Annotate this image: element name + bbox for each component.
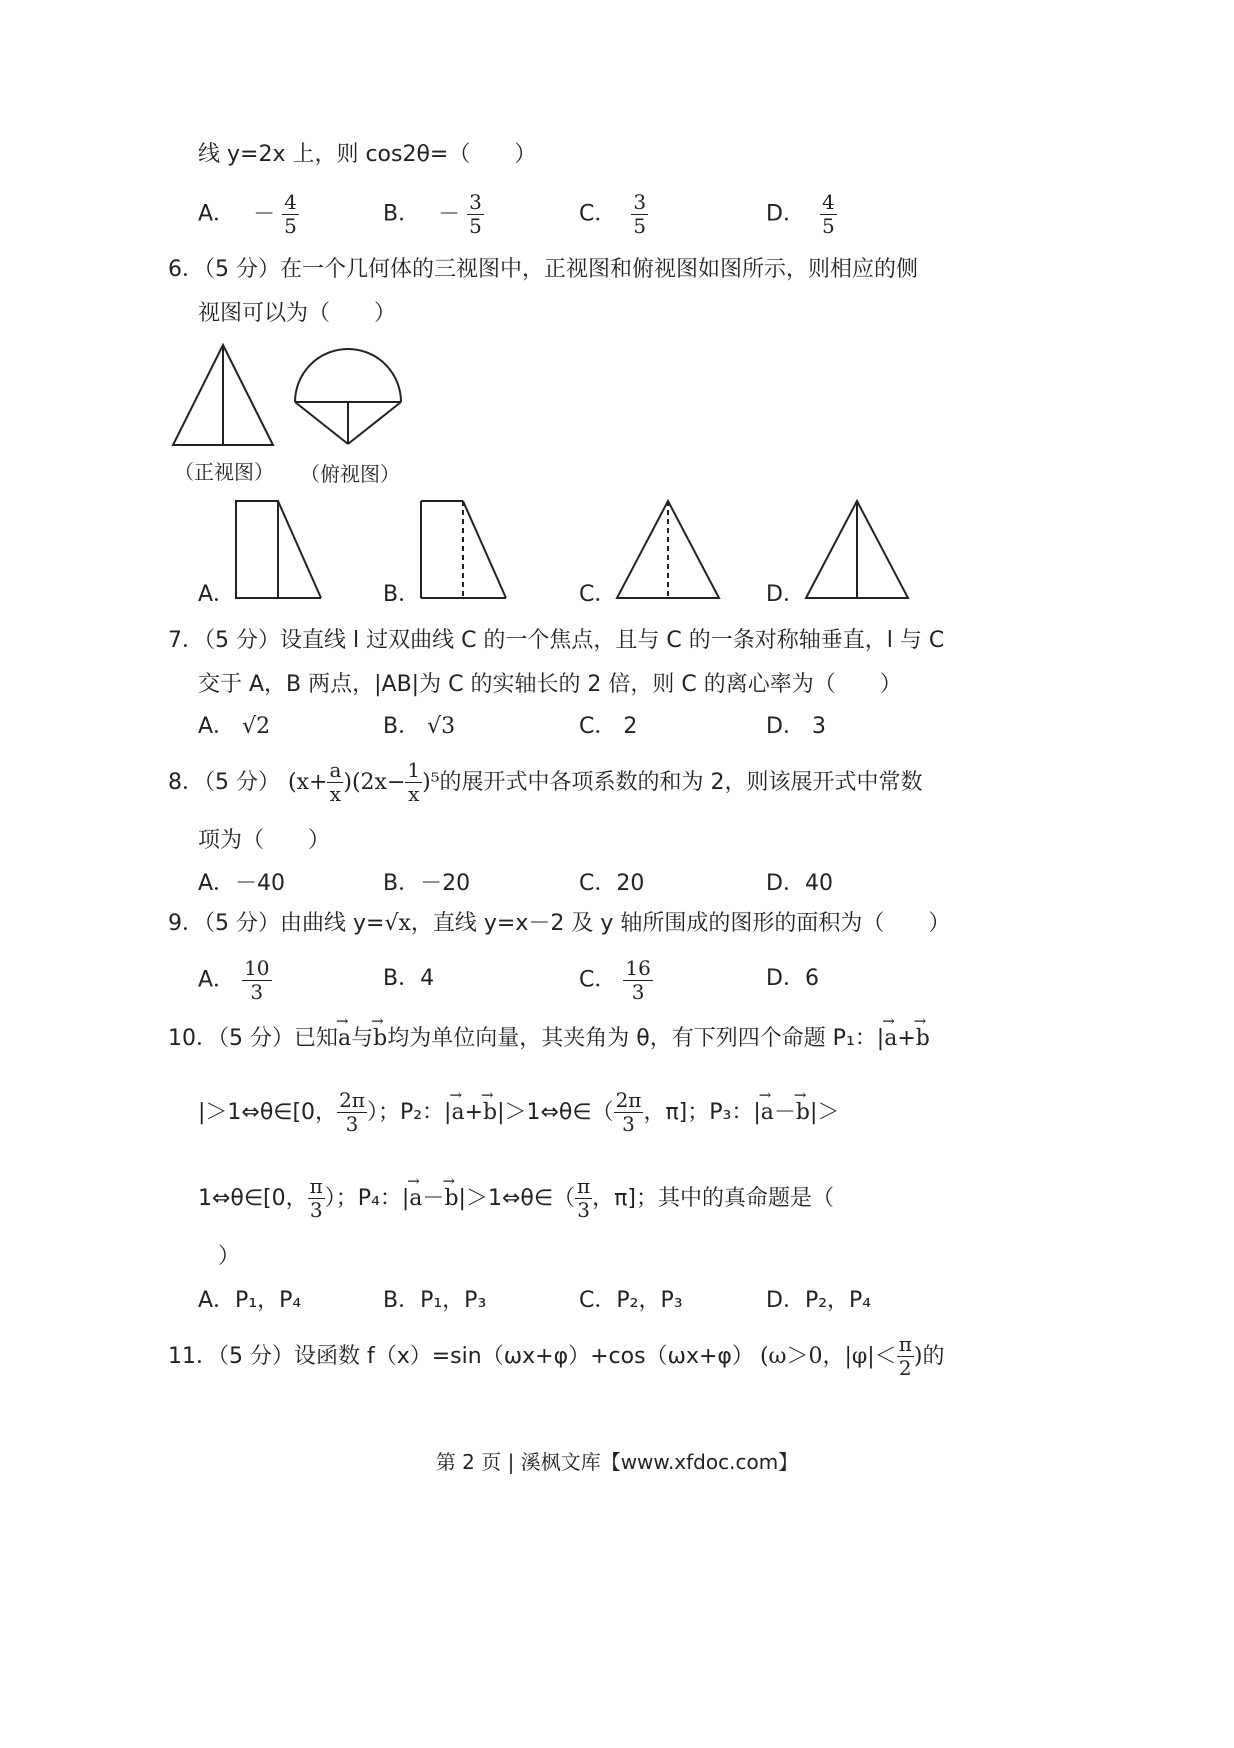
q10-stem-line2: |＞1⇔θ∈[0， $\frac{2\pi}{3}$ ）；P₂：| → a + → b |＞1⇔θ∈（ $\frac{2\pi}{3}$ ，π]；P₃：| → a － → b |＞ — [198, 1090, 839, 1135]
q7-stem-line2: 交于 A，B 两点，|AB|为 C 的实轴长的 2 倍，则 C 的离心率为（ ） — [198, 672, 902, 697]
q10-option-d: D．P₂，P₄ — [766, 1288, 872, 1313]
q10-option-a: A．P₁，P₄ — [198, 1288, 302, 1313]
q11-stem-line1: 11．（5 分）设函数 f（x）=sin（ωx+φ）+cos（ωx+φ） (ω＞0，|φ|＜ $\frac{\pi}{2}$ ) 的 — [168, 1332, 945, 1380]
q6-option-b-label: B． — [383, 582, 421, 607]
q9-option-c: C． $\frac{16}{3}$ — [579, 956, 651, 1004]
q7-option-b: B． √3 — [383, 714, 456, 739]
q5-option-c: C． $\frac{3}{5}$ — [579, 190, 647, 238]
q5-option-a: A． － $\frac{4}{5}$ — [198, 190, 297, 238]
q9-option-d: D．6 — [766, 966, 819, 991]
q8-option-d: D．40 — [766, 871, 833, 896]
top-view-caption: （俯视图） — [300, 462, 400, 486]
q6-option-b-figure — [418, 498, 510, 602]
front-view-caption: （正视图） — [174, 460, 274, 484]
q9-option-b: B．4 — [383, 966, 435, 991]
q6-stem-line1: 6．（5 分）在一个几何体的三视图中，正视图和俯视图如图所示，则相应的侧 — [168, 257, 918, 282]
q10-stem-line1: 10．（5 分）已知→ a与→ b均为单位向量，其夹角为 θ，有下列四个命题 P₁：|→ a+→ b — [168, 1028, 930, 1050]
q8-stem-line2: 项为（ ） — [198, 828, 331, 853]
q6-option-a-figure — [233, 498, 325, 602]
q6-option-d-label: D． — [766, 582, 805, 607]
q7-option-a: A． √2 — [198, 714, 271, 739]
q5-option-b: B． － $\frac{3}{5}$ — [383, 190, 482, 238]
q10-option-c: C．P₂，P₃ — [579, 1288, 683, 1313]
front-view-figure — [168, 340, 283, 452]
q9-option-a: A． $\frac{10}{3}$ — [198, 956, 270, 1004]
q10-stem-line4: ） — [218, 1244, 241, 1269]
page-footer: 第 2 页 | 溪枫文库【www.xfdoc.com】 — [435, 1450, 799, 1474]
q7-option-c: C． 2 — [579, 714, 638, 739]
q6-option-c-label: C． — [579, 582, 617, 607]
q7-stem-line1: 7．（5 分）设直线 l 过双曲线 C 的一个焦点，且与 C 的一条对称轴垂直，l 与 C — [168, 628, 945, 653]
top-view-figure — [290, 342, 406, 448]
q6-stem-line2: 视图可以为（ ） — [198, 301, 397, 326]
q8-option-c: C．20 — [579, 871, 645, 896]
q10-stem-line3: 1⇔θ∈[0， $\frac{\pi}{3}$ ）；P₄：| → a － → b |＞1⇔θ∈（ $\frac{\pi}{3}$ ，π]；其中的真命题是（ — [198, 1176, 834, 1221]
q9-stem: 9．（5 分）由曲线 y=√x，直线 y=x－2 及 y 轴所围成的图形的面积为（ ） — [168, 911, 951, 936]
q8-stem-line1: 8．（5 分） (x+ $\frac{a}{x}$ )(2x− $\frac{1}{x}$ )⁵ 的展开式中各项系数的和为 2，则该展开式中常数 — [168, 758, 923, 806]
q8-option-a: A．－40 — [198, 871, 286, 896]
q5-continuation: 线 y=2x 上，则 cos2θ=（ ） — [198, 142, 537, 167]
q6-option-d-figure — [803, 498, 913, 602]
q8-option-b: B．－20 — [383, 871, 471, 896]
q6-option-a-label: A． — [198, 582, 236, 607]
q10-option-b: B．P₁，P₃ — [383, 1288, 487, 1313]
q7-option-d: D． 3 — [766, 714, 826, 739]
q6-option-c-figure — [614, 498, 724, 602]
q5-option-d: D． $\frac{4}{5}$ — [766, 190, 835, 238]
